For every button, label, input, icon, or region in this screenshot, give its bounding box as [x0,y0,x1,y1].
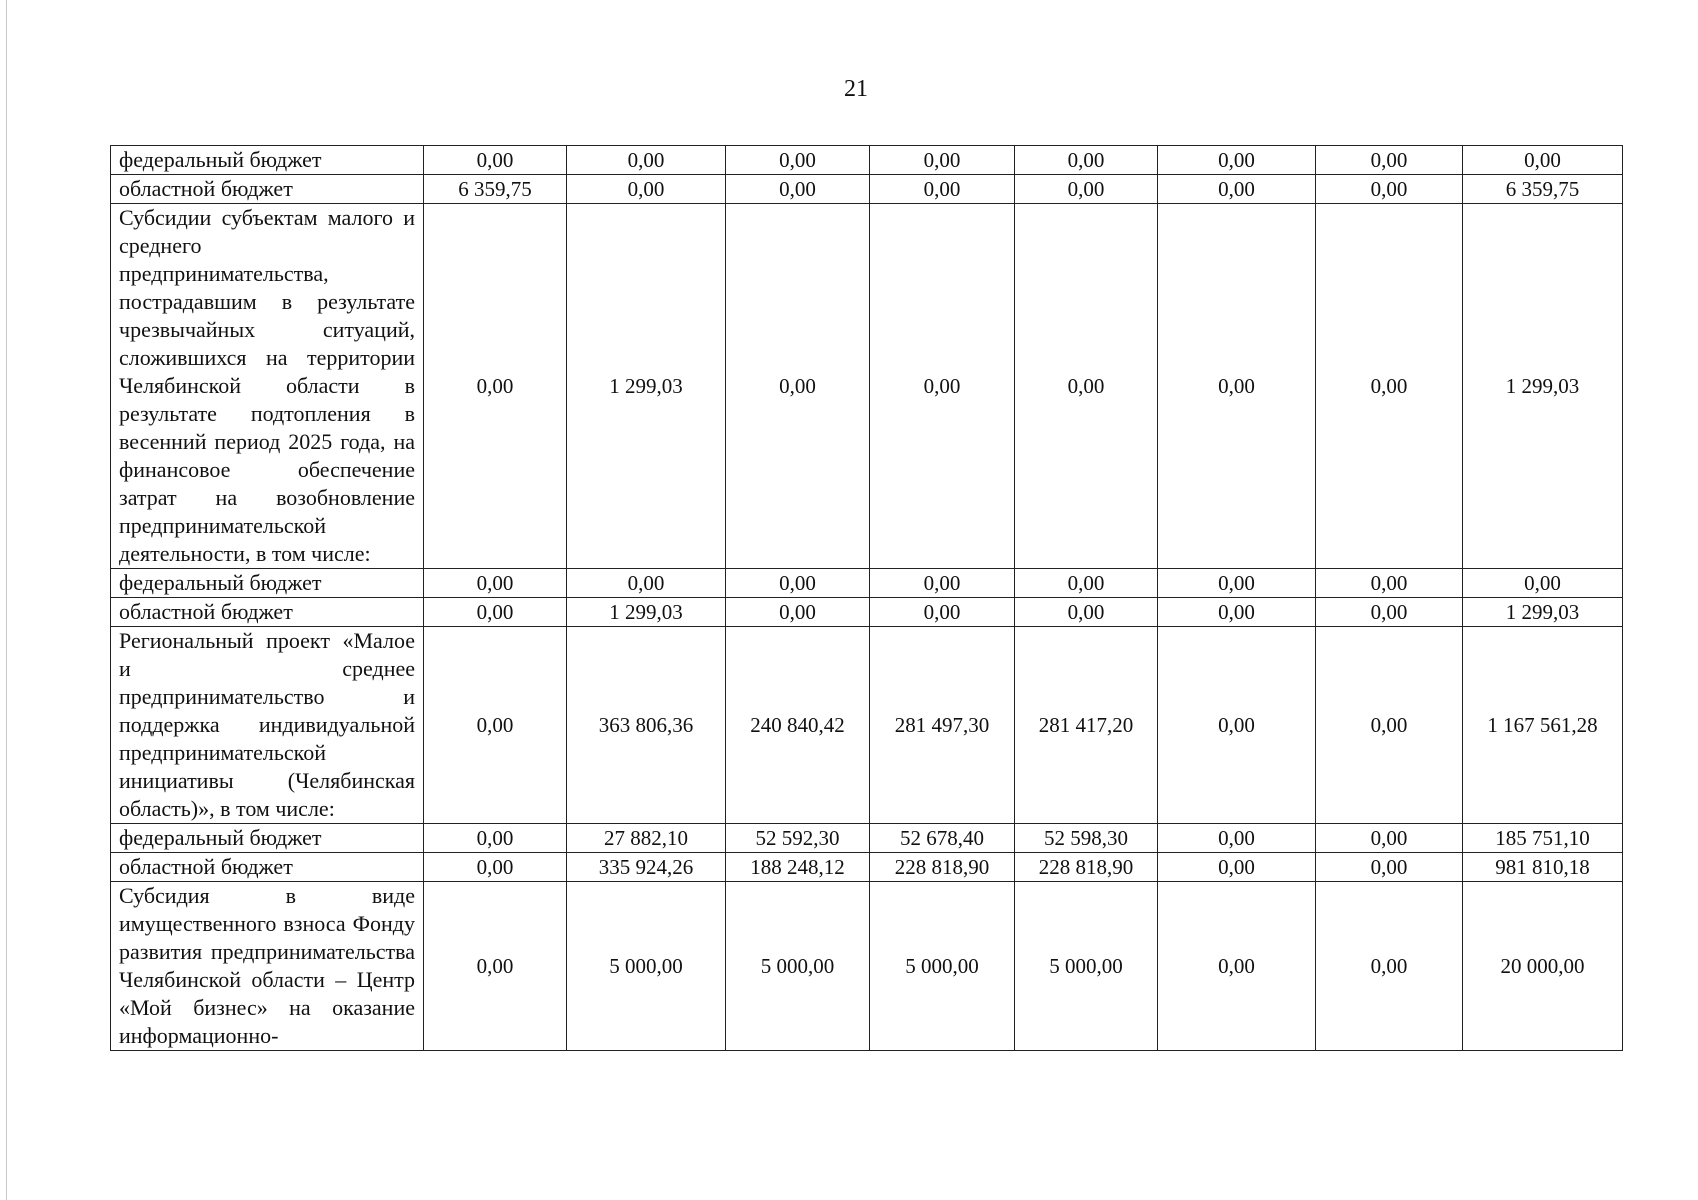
cell-value: 0,00 [424,598,567,627]
cell-value: 5 000,00 [1015,882,1158,1051]
row-label: федеральный бюджет [111,569,424,598]
cell-value: 1 299,03 [1463,204,1623,569]
row-label: областной бюджет [111,175,424,204]
cell-value: 0,00 [424,627,567,824]
cell-value: 0,00 [424,882,567,1051]
row-label: федеральный бюджет [111,146,424,175]
cell-value: 0,00 [1015,175,1158,204]
page-edge-line [6,0,7,1200]
cell-value: 0,00 [1463,146,1623,175]
cell-value: 5 000,00 [726,882,870,1051]
cell-value: 0,00 [1463,569,1623,598]
cell-value: 240 840,42 [726,627,870,824]
cell-value: 0,00 [424,204,567,569]
cell-value: 188 248,12 [726,853,870,882]
cell-value: 281 497,30 [870,627,1015,824]
cell-value: 0,00 [870,175,1015,204]
cell-value: 0,00 [1316,598,1463,627]
cell-value: 0,00 [424,569,567,598]
budget-table [110,145,1623,1051]
cell-value: 0,00 [870,569,1015,598]
cell-value: 0,00 [424,146,567,175]
page-number: 21 [844,76,868,102]
cell-value: 0,00 [1158,824,1316,853]
cell-value: 0,00 [1158,204,1316,569]
row-label: Субсидия в виде имущественного взноса Фонду развития предпринимательства Челябинской области – Центр «Мой бизнес» на оказание информационно- [111,882,424,1051]
table-row [111,175,1623,204]
cell-value: 228 818,90 [1015,853,1158,882]
cell-value: 0,00 [726,204,870,569]
cell-value: 1 167 561,28 [1463,627,1623,824]
row-label: Региональный проект «Малое и среднее предпринимательство и поддержка индивидуальной предпринимательской инициативы (Челябинская область)», в том числе: [111,627,424,824]
cell-value: 0,00 [1316,853,1463,882]
cell-value: 0,00 [1015,146,1158,175]
cell-value: 0,00 [1158,146,1316,175]
cell-value: 0,00 [870,598,1015,627]
cell-value: 0,00 [726,569,870,598]
table-body [111,146,1623,1051]
cell-value: 0,00 [1158,853,1316,882]
cell-value: 0,00 [1158,569,1316,598]
cell-value: 1 299,03 [567,598,726,627]
cell-value: 0,00 [870,204,1015,569]
cell-value: 0,00 [424,853,567,882]
cell-value: 0,00 [726,175,870,204]
cell-value: 0,00 [1158,627,1316,824]
cell-value: 0,00 [1158,598,1316,627]
row-label: областной бюджет [111,853,424,882]
table-row [111,204,1623,569]
row-label: областной бюджет [111,598,424,627]
cell-value: 0,00 [1316,627,1463,824]
cell-value: 0,00 [1316,204,1463,569]
cell-value: 6 359,75 [1463,175,1623,204]
cell-value: 52 592,30 [726,824,870,853]
table-row [111,598,1623,627]
cell-value: 0,00 [726,146,870,175]
cell-value: 5 000,00 [870,882,1015,1051]
cell-value: 0,00 [1316,882,1463,1051]
cell-value: 185 751,10 [1463,824,1623,853]
cell-value: 1 299,03 [1463,598,1623,627]
cell-value: 0,00 [567,175,726,204]
cell-value: 228 818,90 [870,853,1015,882]
cell-value: 0,00 [1316,824,1463,853]
cell-value: 335 924,26 [567,853,726,882]
cell-value: 0,00 [424,824,567,853]
cell-value: 0,00 [726,598,870,627]
cell-value: 0,00 [870,146,1015,175]
row-label: Субсидии субъектам малого и среднего предпринимательства, пострадавшим в результате чрезвычайных ситуаций, сложившихся на территории Челябинской области в результате подтопления в весенний период 2025 года, на финансовое обеспечение затрат на возобновление предпринимательской деятельности, в том числе: [111,204,424,569]
cell-value: 0,00 [1015,598,1158,627]
row-label: федеральный бюджет [111,824,424,853]
cell-value: 27 882,10 [567,824,726,853]
cell-value: 981 810,18 [1463,853,1623,882]
table-row [111,146,1623,175]
table-row [111,824,1623,853]
cell-value: 6 359,75 [424,175,567,204]
cell-value: 0,00 [1015,569,1158,598]
cell-value: 0,00 [567,146,726,175]
cell-value: 0,00 [1015,204,1158,569]
table-row [111,853,1623,882]
cell-value: 1 299,03 [567,204,726,569]
cell-value: 20 000,00 [1463,882,1623,1051]
cell-value: 0,00 [1158,175,1316,204]
table-row [111,569,1623,598]
cell-value: 0,00 [1158,882,1316,1051]
cell-value: 52 598,30 [1015,824,1158,853]
cell-value: 0,00 [1316,175,1463,204]
cell-value: 0,00 [1316,569,1463,598]
cell-value: 363 806,36 [567,627,726,824]
cell-value: 52 678,40 [870,824,1015,853]
cell-value: 0,00 [567,569,726,598]
cell-value: 281 417,20 [1015,627,1158,824]
table-row [111,882,1623,1051]
table-row [111,627,1623,824]
cell-value: 5 000,00 [567,882,726,1051]
cell-value: 0,00 [1316,146,1463,175]
